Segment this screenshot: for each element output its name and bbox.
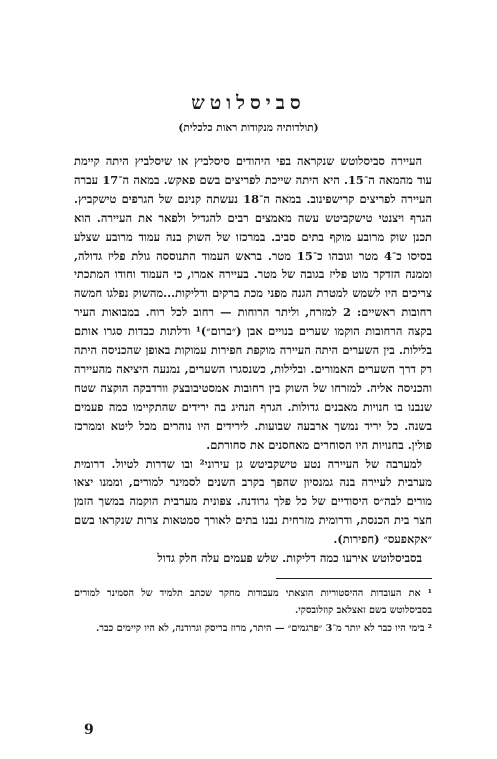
page-subtitle: (תולדותיה מנקודות ראות כלכלית) <box>178 122 319 134</box>
paragraph: בסביסלוטש אירעו כמה דליקות. שלש פעמים עלה חלק גדול <box>157 551 422 566</box>
page-number: 9 <box>84 722 94 738</box>
footnote: ² בימי היו כבר לא יותר מ־3 ״פרגמים״ — היתר, מרוז בריסק וגרודנה, לא היו קיימים כבר. <box>95 623 432 634</box>
paragraph: העיירה סביסלוטש שנקראה בפי היהודים סיסלביץ או שיסלביץ היתה קיימת עוד מהמאה ה־15. היא היתה שייכת לפריצים בשם פאקש. במאה ה־17 עברה העיירה לפריצים קרישפינוב. במאה ה־18 נעשתה קנינם של הגרפים טישקביץ. הגרף ויצנטי טישקביטש עשה מאמצים רבים להגדיל ולפאר את העיירה. הוא תכנן שוק מרובע מוקף בתים סביב. במרכזו של השוק בנה עמוד מרובע שצלע בסיסו כ־4 מטר וגובהו כ־15 מטר. בראש העמוד התנוססה גולת פליז גדולה, וממנה הזדקר מוט פליז בגובה של מטר. בעיירה אמרו, כי העמוד וחודו המתכתי צריכים היו לשמש למטרת הגנה מפני מכת ברקים ודליקות...מהשוק נפלגו חמשה רחובות ראשיים: 2 למזרח, וליתר הרוחות — רחוב לכל רוח. במבואות העיר בקצה הרחובות הוקמו שערים בנויים אבן (״ברום״)¹ ודלתות כבדות סגרו אותם בלילות. בין השערים היתה העיירה מוקפת חפירות עמוקות באופן שהכניסה היתה רק דרך השערים האמורים. ובלילות, כשנסגרו השערים, נמנעה היציאה מהעיירה והכניסה אליה. למזרחו של השוק בין רחובות אמסטיבובצק וורדבקה הוקצה שטח שנבנו בו חנויות מאבנים גדולות. הגרף הנהיג בה ירידים שהתקיימו כמה פעמים בשנה. כל יריד נמשך ארבעה שבועות. לירידים היו נוהרים מכל ליטא וממרכז פולין. בחנויות היו הסוחרים מאחסנים את סחורתם. <box>74 154 433 452</box>
footnotes <box>74 586 432 640</box>
footnote-divider <box>276 578 432 579</box>
footnote: ¹ את העובדות ההיסטוריות הוצאתי מעבודות מחקר שכתב תלמיד של הסמינר למורים בסביסלוטש בשם זאצלאב קוזלובסקי. <box>74 588 432 616</box>
paragraph: למערבה של העיירה נטע טישקביטש גן עירוני² ובו שדרות לטיול. דרומית מערבית לעיירה בנה גמנסיון שהפך בקרב השנים לסמינר למורים, וממנו יצאו מורים לבה״ס היסודיים של כל פלך גרודנה. צפונית מערבית הוקמה במשך הזמן חצר בית הכנסת, ודרומית מזרחית נבנו בתים לאורך סמטאות צרות שנקראו בשם ״אקאפעס״ (חפירות). <box>74 456 432 547</box>
body-text <box>74 152 432 568</box>
page-title: סביסלוטש <box>191 92 306 114</box>
